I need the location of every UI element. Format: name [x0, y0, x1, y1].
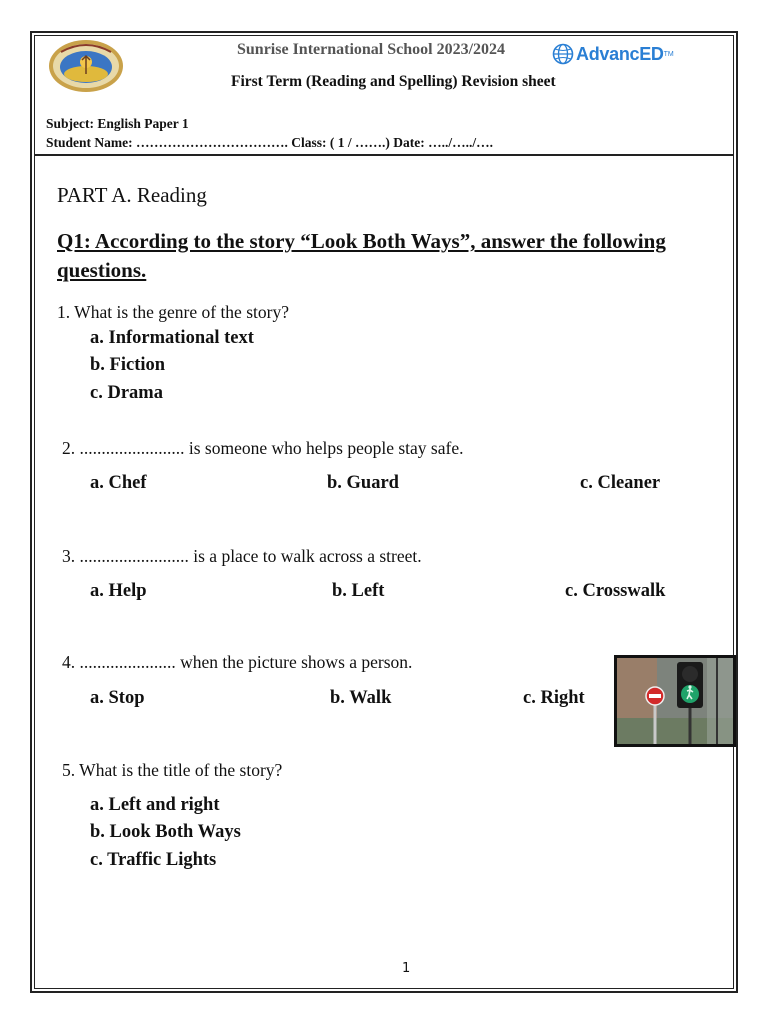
q2-option-b: b. Guard — [327, 473, 399, 493]
q2-option-a: a. Chef — [90, 473, 147, 493]
question-4: 4. ...................... when the picture shows a person. — [62, 652, 413, 672]
q5-option-b: b. Look Both Ways — [90, 822, 241, 842]
traffic-light-photo — [614, 655, 736, 747]
q2-option-c: c. Cleaner — [580, 473, 661, 493]
header-separator — [34, 154, 734, 156]
student-info-line: Student Name: ……………………………. Class: ( 1 / …….) Date: …../…../…. — [46, 135, 493, 150]
q5-option-a: a. Left and right — [90, 795, 220, 815]
globe-icon — [552, 43, 574, 65]
school-name: Sunrise International School 2023/2024 — [237, 41, 506, 58]
advanced-logo: AdvancED TM — [552, 41, 674, 67]
q4-option-a: a. Stop — [90, 688, 145, 708]
sheet-title: First Term (Reading and Spelling) Revision sheet — [231, 73, 556, 90]
q3-option-c: c. Crosswalk — [565, 581, 666, 601]
question-3: 3. ......................... is a place to walk across a street. — [62, 546, 422, 566]
page-number: 1 — [402, 961, 411, 976]
subject-line: Subject: English Paper 1 — [46, 116, 189, 131]
traffic-light-icon — [617, 658, 733, 744]
part-title: PART A. Reading — [57, 183, 207, 207]
question-heading: Q1: According to the story “Look Both Ways”, answer the following questions. — [57, 229, 666, 282]
q3-option-a: a. Help — [90, 581, 147, 601]
page-border-inner — [34, 35, 734, 989]
q1-option-a: a. Informational text — [90, 328, 254, 348]
question-2: 2. ........................ is someone who helps people stay safe. — [62, 438, 464, 458]
q3-option-b: b. Left — [332, 581, 385, 601]
school-logo-icon — [47, 38, 125, 94]
q1-option-c: c. Drama — [90, 383, 163, 403]
question-5: 5. What is the title of the story? — [62, 760, 283, 780]
question-1: 1. What is the genre of the story? — [57, 302, 289, 322]
q4-option-b: b. Walk — [330, 688, 392, 708]
advanced-logo-text: AdvancED — [576, 43, 664, 64]
q1-option-b: b. Fiction — [90, 355, 166, 375]
q4-option-c: c. Right — [523, 688, 585, 708]
q5-option-c: c. Traffic Lights — [90, 850, 217, 870]
